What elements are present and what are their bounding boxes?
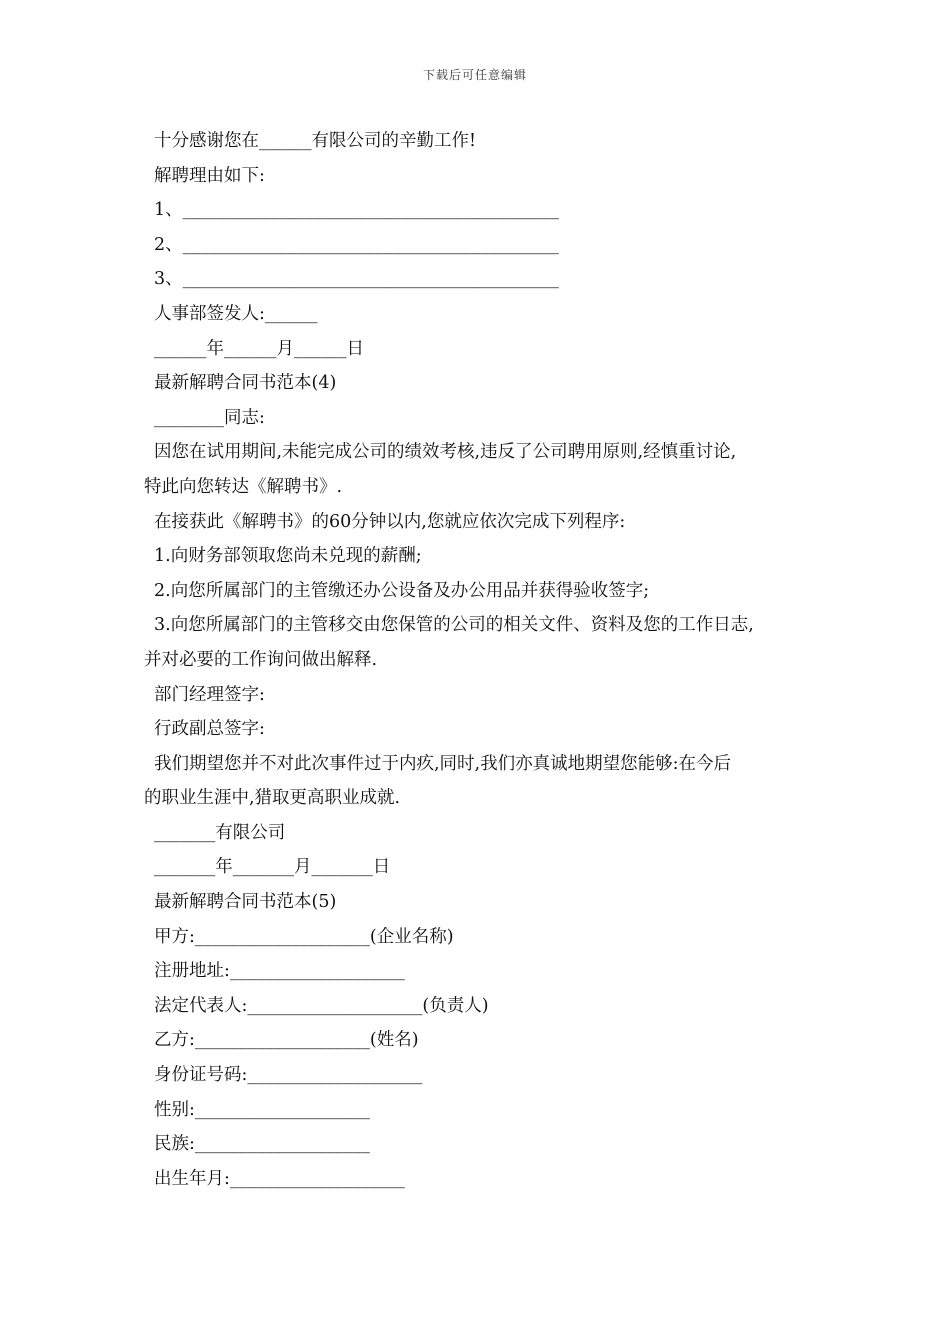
procedure-item-3: 3.向您所属部门的主管移交由您保管的公司的相关文件、资料及您的工作日志,: [154, 615, 754, 636]
paragraph-reasons-heading: 解聘理由如下:: [154, 165, 265, 186]
gender-field: 性别:____________________: [154, 1099, 370, 1120]
dept-manager-signature: 部门经理签字:: [154, 684, 265, 705]
reason-item-1: 1、___________________________________________: [154, 200, 559, 221]
reason-item-3: 3、___________________________________________: [154, 269, 559, 290]
id-number-field: 身份证号码:____________________: [154, 1065, 423, 1086]
document-body: [144, 124, 814, 1196]
salutation: ________同志:: [154, 407, 265, 428]
paragraph-closing-cont: 的职业生涯中,猎取更高职业成就.: [144, 788, 401, 809]
birth-date-field: 出生年月:____________________: [154, 1168, 405, 1189]
legal-representative-field: 法定代表人:____________________(负责人): [154, 995, 489, 1016]
paragraph-reason-cont: 特此向您转达《解聘书》.: [144, 476, 343, 497]
company-name-line: _______有限公司: [154, 822, 286, 843]
date-line-1: ______年______月______日: [154, 338, 364, 359]
ethnicity-field: 民族:____________________: [154, 1134, 370, 1155]
paragraph-closing: 我们期望您并不对此次事件过于内疚,同时,我们亦真诚地期望您能够:在今后: [154, 753, 732, 774]
section-title-5: 最新解聘合同书范本(5): [154, 892, 337, 913]
procedure-item-1: 1.向财务部领取您尚未兑现的薪酬;: [154, 546, 422, 567]
page-header: 下载后可任意编辑: [422, 68, 527, 82]
section-title-4: 最新解聘合同书范本(4): [154, 373, 337, 394]
registered-address-field: 注册地址:____________________: [154, 961, 405, 982]
party-a-field: 甲方:____________________(企业名称): [154, 926, 454, 947]
procedure-item-3-cont: 并对必要的工作询问做出解释.: [144, 649, 378, 670]
procedure-item-2: 2.向您所属部门的主管缴还办公设备及办公用品并获得验收签字;: [154, 580, 650, 601]
hr-signer: 人事部签发人:______: [154, 303, 318, 324]
party-b-field: 乙方:____________________(姓名): [154, 1030, 419, 1051]
paragraph-reason-start: 因您在试用期间,未能完成公司的绩效考核,违反了公司聘用原则,经慎重讨论,: [154, 442, 737, 463]
paragraph-procedure-intro: 在接获此《解聘书》的60分钟以内,您就应依次完成下列程序:: [154, 511, 626, 532]
admin-vp-signature: 行政副总签字:: [154, 719, 265, 740]
date-line-2: _______年_______月_______日: [154, 857, 391, 878]
paragraph-thanks: 十分感谢您在______有限公司的辛勤工作!: [154, 131, 477, 151]
reason-item-2: 2、___________________________________________: [154, 234, 559, 255]
